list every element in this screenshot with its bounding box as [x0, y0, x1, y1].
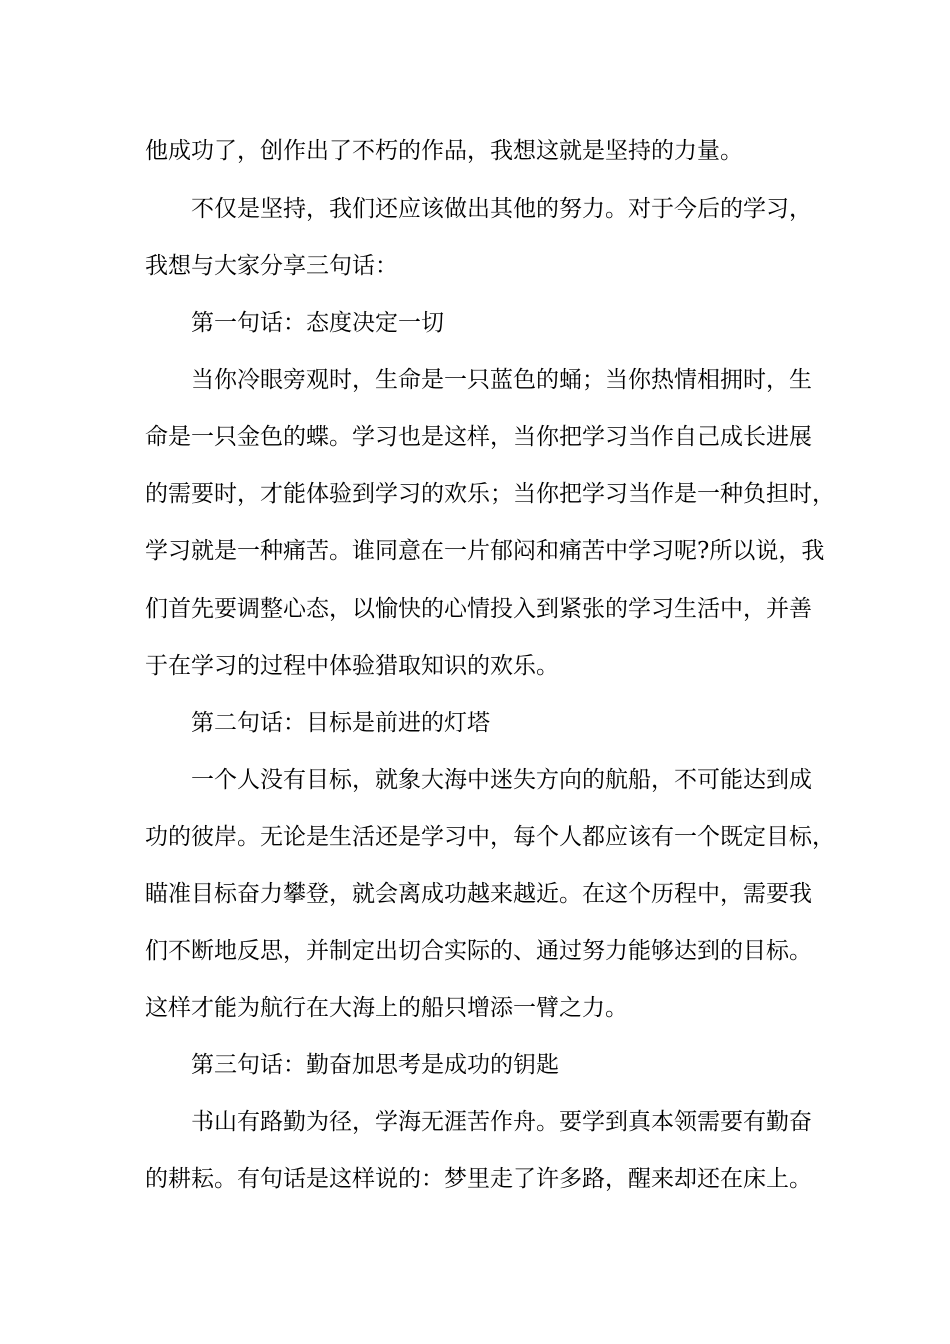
- text-line: 的耕耘。有句话是这样说的：梦里走了许多路，醒来却还在床上。: [145, 1166, 812, 1192]
- text-line: 学习就是一种痛苦。谁同意在一片郁闷和痛苦中学习呢?所以说，我: [145, 538, 825, 564]
- text-line: 书山有路勤为径，学海无涯苦作舟。要学到真本领需要有勤奋: [191, 1109, 812, 1135]
- text-line: 功的彼岸。无论是生活还是学习中，每个人都应该有一个既定目标，: [145, 824, 835, 850]
- section-heading: 第二句话：目标是前进的灯塔: [191, 710, 490, 736]
- section-heading: 第三句话：勤奋加思考是成功的钥匙: [191, 1052, 559, 1078]
- text-line: 们不断地反思，并制定出切合实际的、通过努力能够达到的目标。: [145, 938, 812, 964]
- text-line: 这样才能为航行在大海上的船只增添一臂之力。: [145, 995, 628, 1021]
- text-line: 我想与大家分享三句话：: [145, 253, 398, 279]
- text-line: 命是一只金色的蝶。学习也是这样，当你把学习当作自己成长进展: [145, 424, 812, 450]
- text-line: 们首先要调整心态，以愉快的心情投入到紧张的学习生活中，并善: [145, 596, 812, 622]
- text-line: 他成功了，创作出了不朽的作品，我想这就是坚持的力量。: [145, 138, 743, 164]
- section-heading: 第一句话：态度决定一切: [191, 310, 444, 336]
- text-line: 一个人没有目标，就象大海中迷失方向的航船，不可能达到成: [191, 767, 812, 793]
- text-line: 不仅是坚持，我们还应该做出其他的努力。对于今后的学习，: [191, 196, 812, 222]
- text-line: 瞄准目标奋力攀登，就会离成功越来越近。在这个历程中，需要我: [145, 881, 812, 907]
- text-line: 当你冷眼旁观时，生命是一只蓝色的蛹；当你热情相拥时，生: [191, 367, 812, 393]
- text-line: 的需要时，才能体验到学习的欢乐；当你把学习当作是一种负担时，: [145, 481, 835, 507]
- text-line: 于在学习的过程中体验猎取知识的欢乐。: [145, 653, 559, 679]
